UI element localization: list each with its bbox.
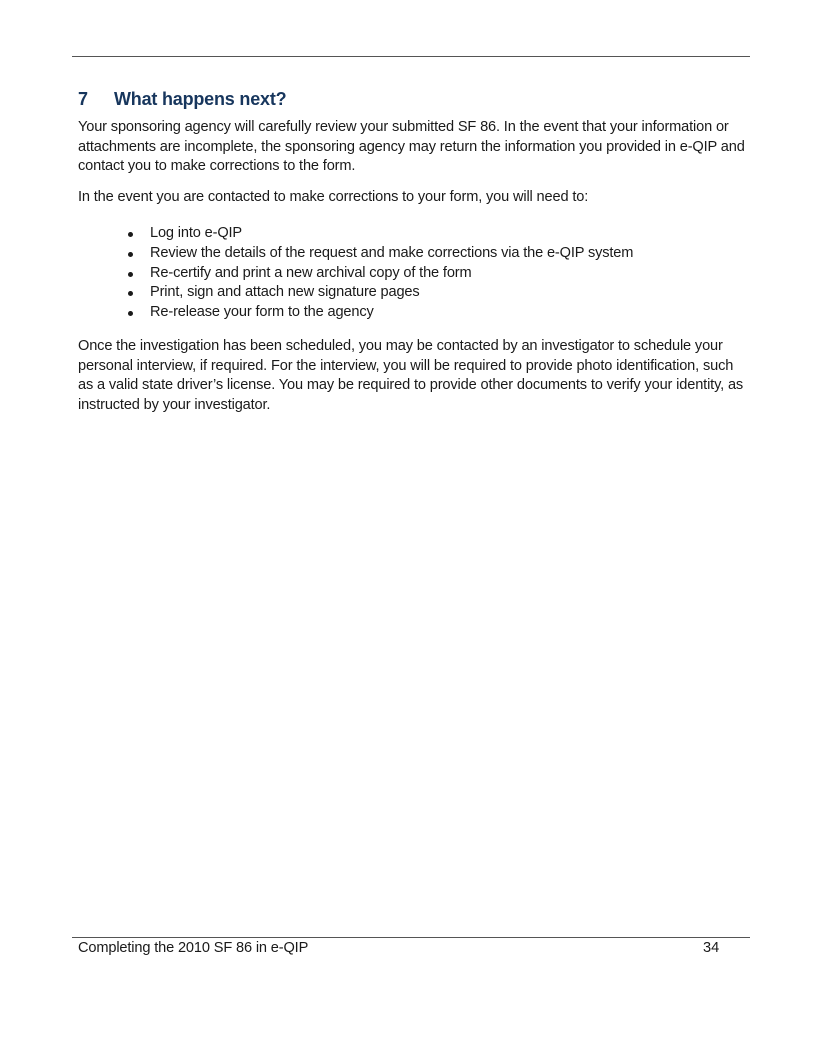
intro-paragraph: Your sponsoring agency will carefully review your submitted SF 86. In the event that your information or attachments are incomplete, the sponsoring agency may return the information you provided in e-QIP and contact you to make corrections to the form.: [78, 119, 745, 174]
footer-rule: [72, 937, 750, 938]
section-title: What happens next?: [114, 89, 287, 109]
header-rule: [72, 56, 750, 57]
bullet-icon: [128, 232, 133, 237]
footer-page-number: 34: [703, 940, 720, 956]
corrections-intro-paragraph: In the event you are contacted to make corrections to your form, you will need to:: [78, 189, 589, 205]
investigation-paragraph: Once the investigation has been scheduled, you may be contacted by an investigator to schedule your personal interview, if required. For the interview, you will be required to provide photo identification, such as a valid state driver’s license. You may be required to provide other documents to verify your identity, as instructed by your investigator.: [78, 338, 744, 413]
list-item: [125, 303, 633, 323]
bullet-icon: [128, 311, 133, 316]
list-item: [125, 283, 633, 303]
bullet-icon: [128, 291, 133, 296]
bullet-icon: [128, 252, 133, 257]
list-item: [125, 264, 633, 284]
list-item: [125, 244, 633, 264]
bullet-icon: [128, 272, 133, 277]
list-item-text: Review the details of the request and make corrections via the e-QIP system: [150, 244, 634, 261]
footer-document-title: Completing the 2010 SF 86 in e-QIP: [78, 940, 309, 956]
section-heading: [78, 89, 286, 110]
list-item-text: Log into e-QIP: [150, 225, 243, 241]
section-number: 7: [78, 89, 88, 109]
list-item-text: Re-certify and print a new archival copy of the form: [150, 264, 472, 281]
list-item-text: Re-release your form to the agency: [150, 304, 374, 321]
list-item: [125, 224, 633, 244]
corrections-steps-list: [125, 224, 633, 323]
list-item-text: Print, sign and attach new signature pages: [150, 284, 420, 301]
